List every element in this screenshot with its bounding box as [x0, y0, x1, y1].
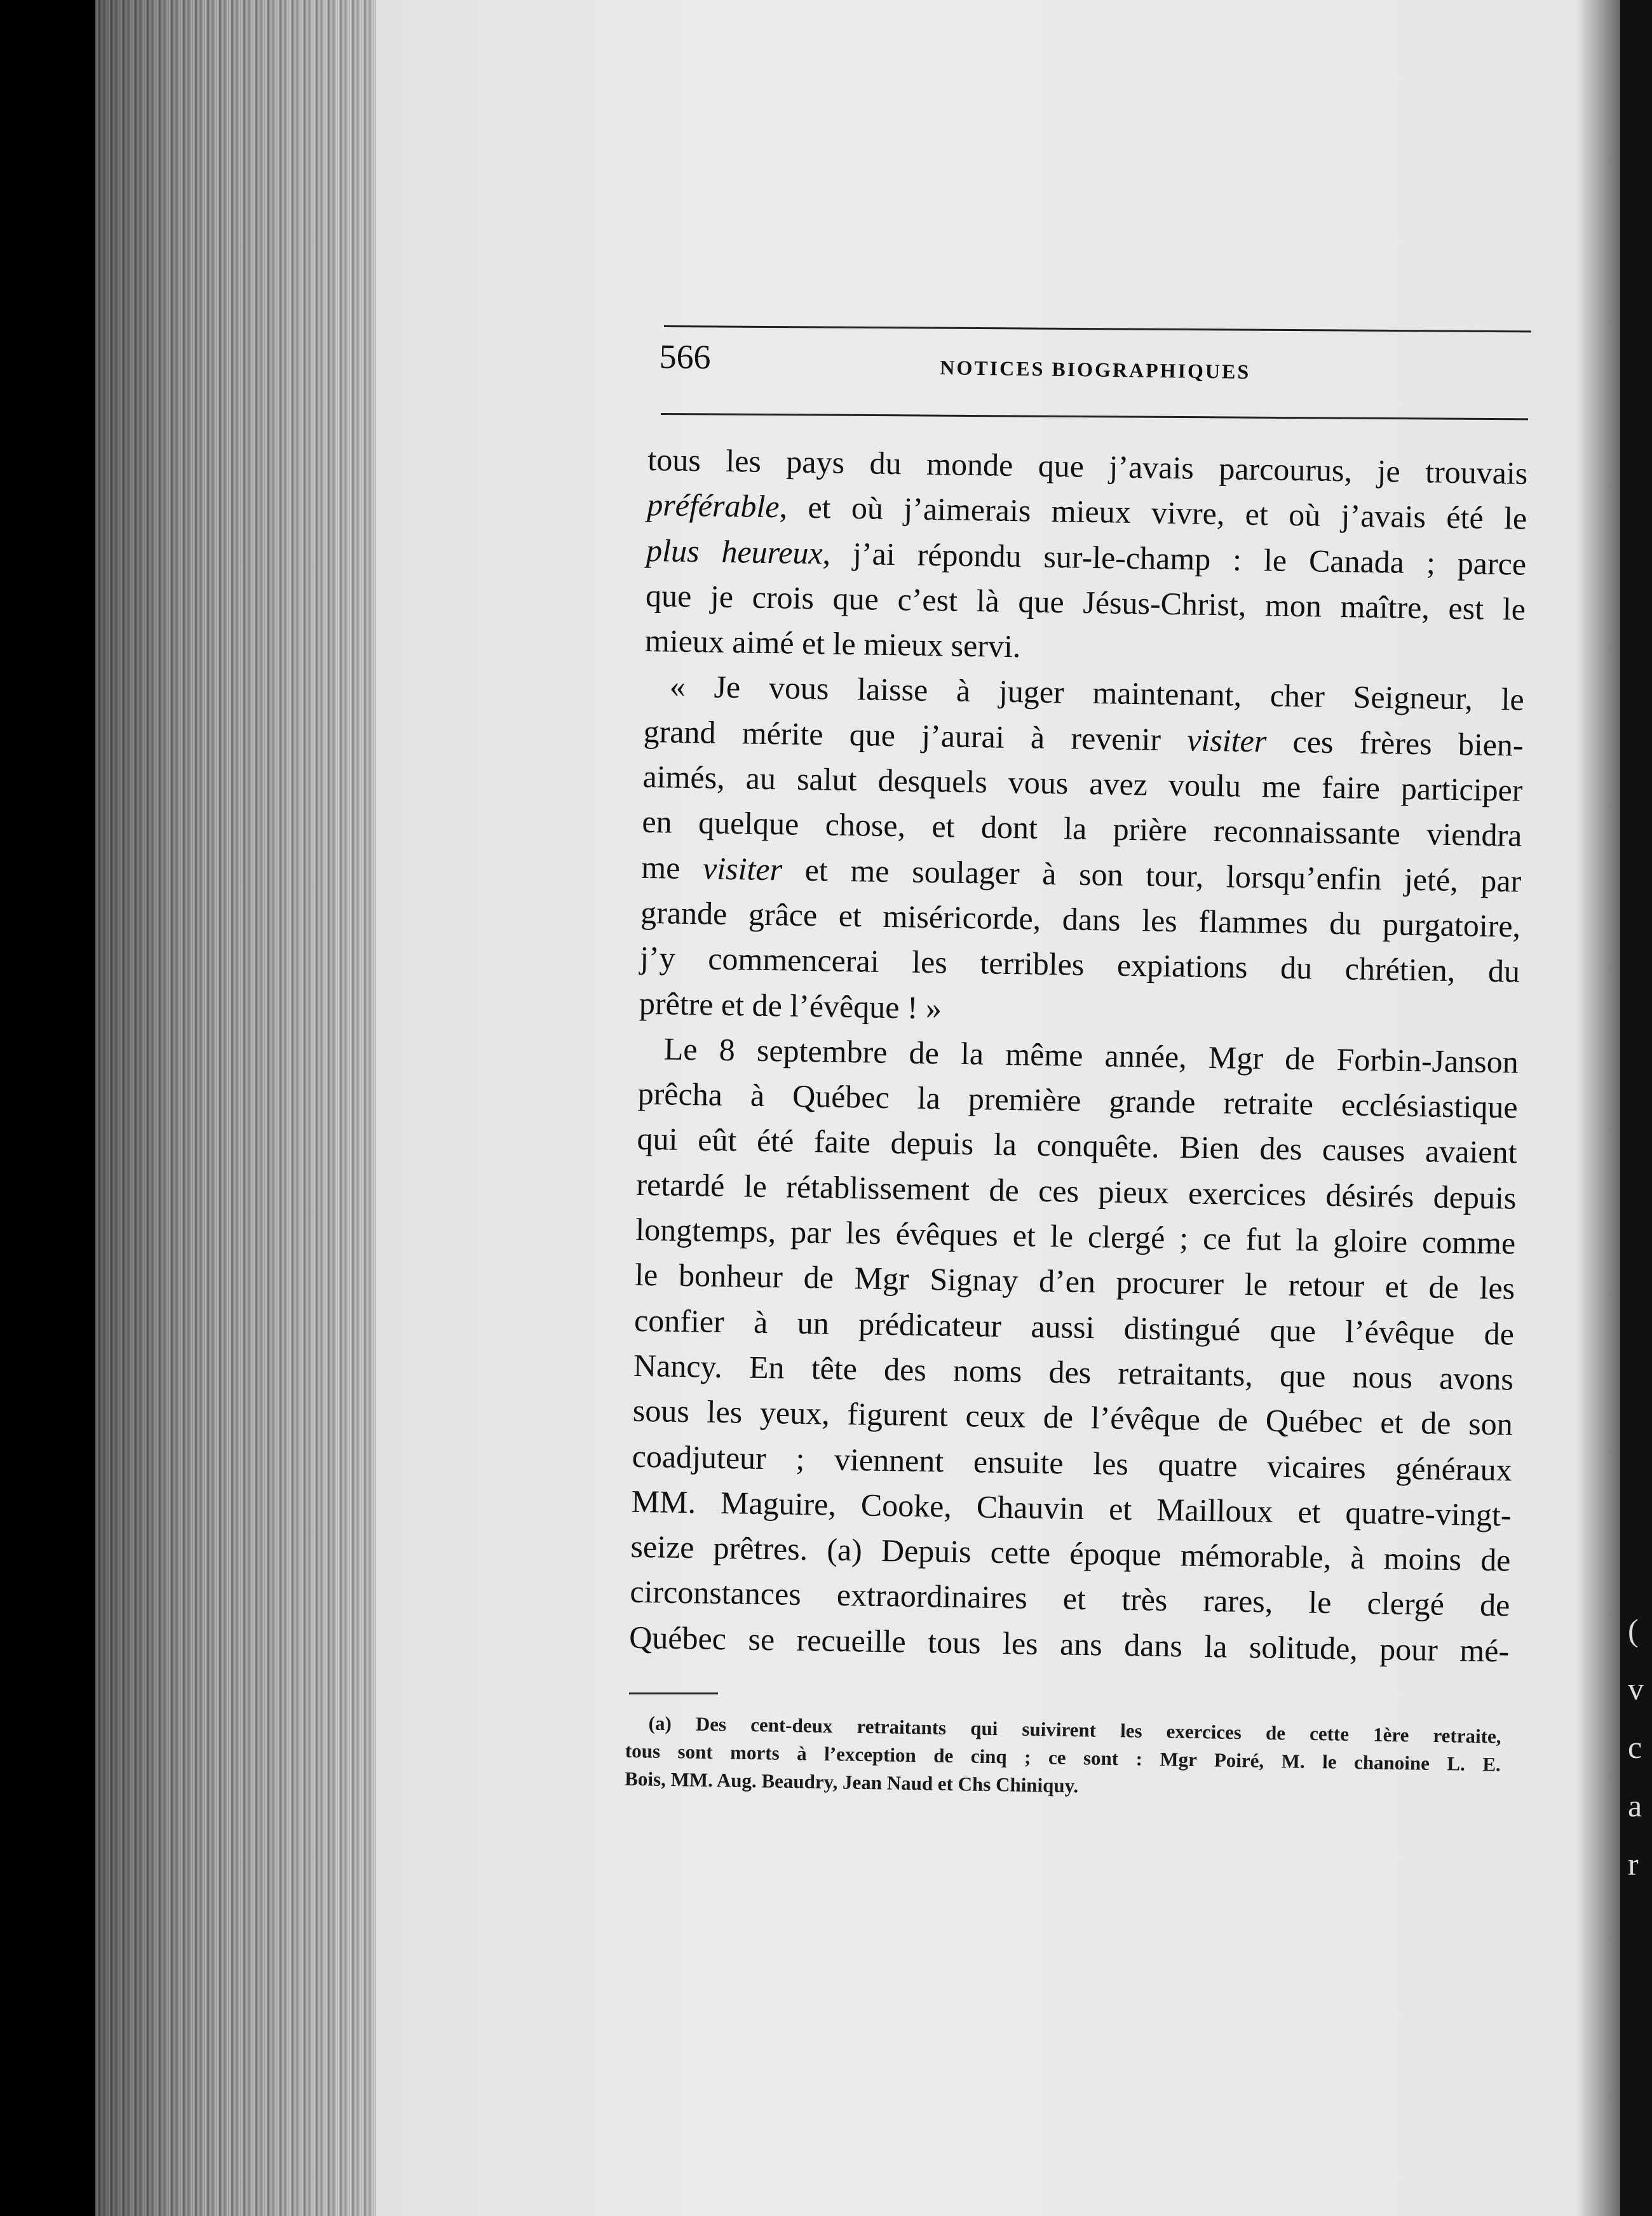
text-line: sous les yeux, figurent ceux de l’évêque de Québec et de son: [632, 1393, 1513, 1442]
gutter-shadow: [1576, 0, 1620, 2216]
footnote-line: (a) Des cent-deux retraitants qui suivirent les exercices de cette 1ère retraite,: [648, 1712, 1501, 1748]
text-line: retardé le rétablissement de ces pieux exercices désirés depuis: [636, 1166, 1517, 1216]
adjacent-letter: a: [1628, 1788, 1642, 1823]
text-line: préférable, et où j’aimerais mieux vivre, et où j’avais été le: [646, 487, 1527, 537]
text-line: prêcha à Québec la première grande retraite ecclésiastique: [637, 1076, 1519, 1125]
page-number: 566: [659, 337, 711, 377]
text-line: tous les pays du monde que j’avais parcourus, je trouvais: [647, 441, 1528, 491]
text-line: coadjuteur ; viennent ensuite les quatre vicaires généraux: [632, 1438, 1513, 1488]
text-line: me visiter et me soulager à son tour, lorsqu’enfin jeté, par: [640, 849, 1522, 899]
book-page-edges: [95, 0, 381, 2216]
footnote-line: tous sont morts à l’exception de cinq ; ce sont : Mgr Poiré, M. le chanoine L. E.: [625, 1739, 1501, 1776]
adjacent-page-letters: [1628, 1601, 1644, 1893]
adjacent-letter: r: [1628, 1846, 1639, 1882]
text-line: Le 8 septembre de la même année, Mgr de Forbin-Janson: [663, 1030, 1519, 1080]
body-text: [629, 437, 1528, 1674]
text-line: circonstances extraordinaires et très rares, le clergé de: [630, 1574, 1510, 1623]
text-line: en quelque chose, et dont la prière reconnaissante viendra: [642, 804, 1522, 854]
text-line: grand mérite que j’aurai à revenir visiter ces frères bien-: [643, 713, 1524, 763]
text-line: Québec se recueille tous les ans dans la solitude, pour mé-: [628, 1619, 1510, 1669]
text-line: plus heureux, j’ai répondu sur-le-champ : le Canada ; parce: [646, 532, 1527, 582]
text-line: que je crois que c’est là que Jésus-Christ, mon maître, est le: [645, 577, 1526, 627]
text-line: qui eût été faite depuis la conquête. Bien des causes avaient: [637, 1121, 1517, 1171]
footnote-line: Bois, MM. Aug. Beaudry, Jean Naud et Chs Chiniquy.: [625, 1767, 1079, 1797]
adjacent-letter: c: [1628, 1729, 1642, 1765]
text-line: grande grâce et miséricorde, dans les flammes du purgatoire,: [640, 894, 1521, 944]
adjacent-letter: v: [1628, 1671, 1644, 1706]
footnote: [625, 1709, 1501, 1807]
running-head: NOTICES BIOGRAPHIQUES: [940, 356, 1251, 383]
text-line: MM. Maguire, Cooke, Chauvin et Mailloux et quatre-vingt-: [631, 1483, 1512, 1533]
text-line: « Je vous laisse à juger maintenant, cher Seigneur, le: [669, 668, 1525, 718]
text-line: longtemps, par les évêques et le clergé ; ce fut la gloire comme: [635, 1211, 1516, 1261]
text-line: Nancy. En tête des noms des retraitants, que nous avons: [633, 1347, 1514, 1397]
text-line: aimés, au salut desquels vous avez voulu me faire participer: [642, 759, 1523, 808]
page-header: [659, 337, 1530, 406]
text-line: confier à un prédicateur aussi distingué que l’évêque de: [633, 1302, 1515, 1352]
footnote-rule: [629, 1692, 718, 1694]
text-line: le bonheur de Mgr Signay d’en procurer le retour et de les: [634, 1257, 1515, 1306]
text-line: mieux aimé et le mieux servi.: [644, 623, 1021, 665]
text-line: prêtre et de l’évêque ! »: [639, 985, 942, 1025]
text-line: j’y commencerai les terribles expiations du chrétien, du: [639, 940, 1520, 989]
text-line: seize prêtres. (a) Depuis cette époque mémorable, à moins de: [630, 1528, 1511, 1578]
adjacent-letter: (: [1628, 1612, 1639, 1648]
